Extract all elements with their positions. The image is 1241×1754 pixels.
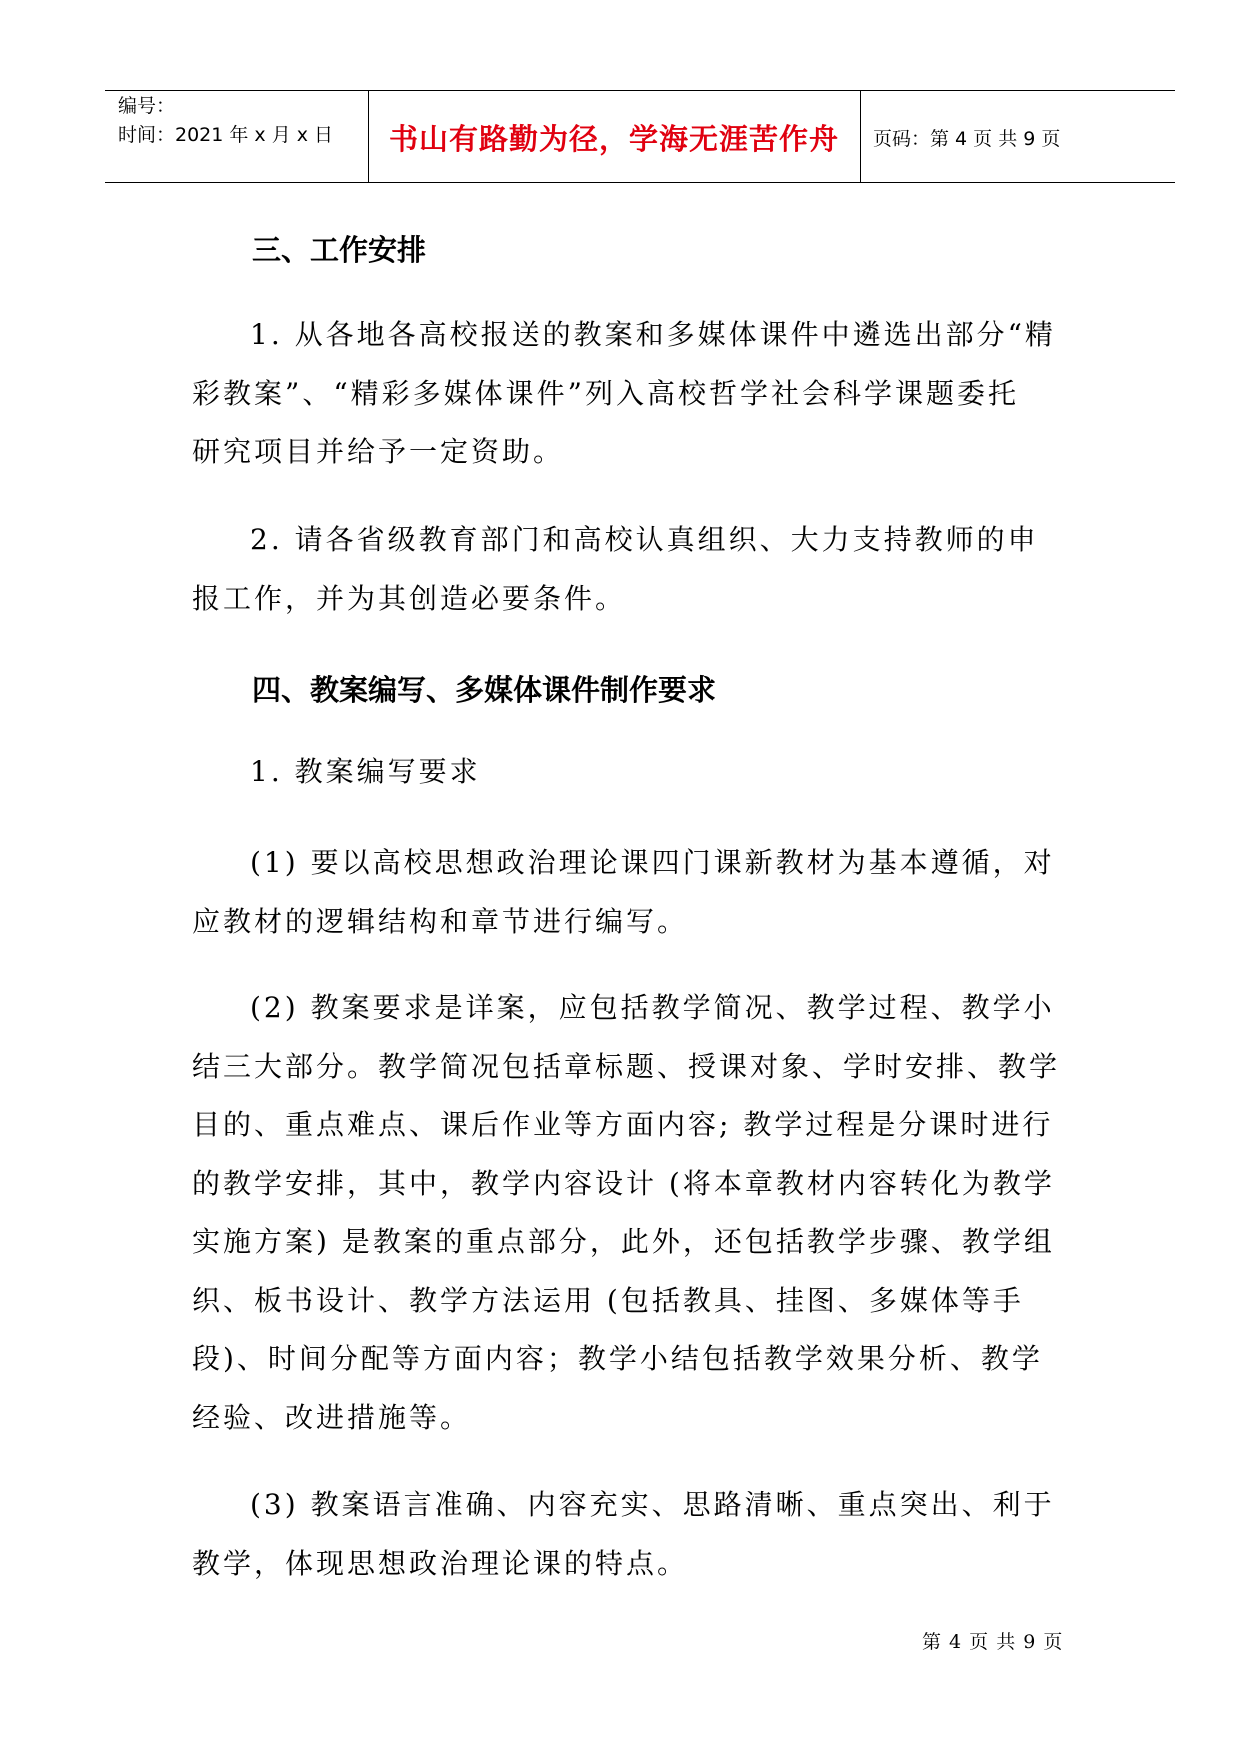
subheading-4-1 bbox=[192, 743, 1064, 802]
text-line: 教学，体现思想政治理论课的特点。 bbox=[192, 1546, 689, 1580]
item-3 bbox=[192, 1476, 1064, 1593]
section-heading-3: 三、工作安排 bbox=[252, 233, 427, 267]
text-line: 目的、重点难点、课后作业等方面内容; 教学过程是分课时进行 bbox=[192, 1108, 1054, 1141]
text-line: 研究项目并给予一定资助。 bbox=[192, 435, 565, 468]
text-line: 织、板书设计、教学方法运用 (包括教具、挂图、多媒体等手 bbox=[192, 1283, 1024, 1317]
page-footer: 第 4 页 共 9 页 bbox=[922, 1631, 1064, 1653]
paragraph-3-1 bbox=[192, 306, 1064, 482]
text-line: 报工作，并为其创造必要条件。 bbox=[192, 581, 627, 615]
serial-label: 编号： bbox=[118, 95, 176, 117]
header-divider-left bbox=[368, 90, 369, 183]
text-line: 1. 教案编写要求 bbox=[250, 755, 481, 788]
text-line: (3) 教案语言准确、内容充实、思路清晰、重点突出、利于 bbox=[250, 1488, 1055, 1521]
text-line: 实施方案) 是教案的重点部分，此外，还包括教学步骤、教学组 bbox=[192, 1225, 1055, 1258]
text-line: 经验、改进措施等。 bbox=[192, 1400, 472, 1434]
item-1 bbox=[192, 834, 1064, 951]
text-line: (2) 教案要求是详案，应包括教学简况、教学过程、教学小 bbox=[250, 991, 1055, 1024]
text-line: 彩教案”、“精彩多媒体课件”列入高校哲学社会科学课题委托 bbox=[192, 376, 1019, 410]
header-meta bbox=[118, 92, 333, 150]
text-line: 1. 从各地各高校报送的教案和多媒体课件中遴选出部分“精 bbox=[250, 318, 1056, 351]
section-heading-4: 四、教案编写、多媒体课件制作要求 bbox=[252, 673, 717, 707]
header-divider-right bbox=[860, 90, 861, 183]
text-line: 应教材的逻辑结构和章节进行编写。 bbox=[192, 904, 689, 938]
time-label: 时间：2021 年 x 月 x 日 bbox=[118, 124, 334, 146]
header-motto: 书山有路勤为径，学海无涯苦作舟 bbox=[388, 122, 839, 156]
text-line: 段)、时间分配等方面内容；教学小结包括教学效果分析、教学 bbox=[192, 1342, 1043, 1375]
paragraph-3-2 bbox=[192, 511, 1064, 628]
header-top-rule bbox=[105, 90, 1175, 91]
item-2 bbox=[192, 979, 1064, 1447]
text-line: 2. 请各省级教育部门和高校认真组织、大力支持教师的申 bbox=[250, 523, 1039, 556]
text-line: (1) 要以高校思想政治理论课四门课新教材为基本遵循，对 bbox=[250, 846, 1055, 879]
text-line: 的教学安排，其中，教学内容设计 (将本章教材内容转化为教学 bbox=[192, 1166, 1055, 1200]
header-bottom-rule bbox=[105, 182, 1175, 183]
text-line: 结三大部分。教学简况包括章标题、授课对象、学时安排、教学 bbox=[192, 1049, 1061, 1083]
header-page-info: 页码：第 4 页 共 9 页 bbox=[873, 128, 1061, 150]
